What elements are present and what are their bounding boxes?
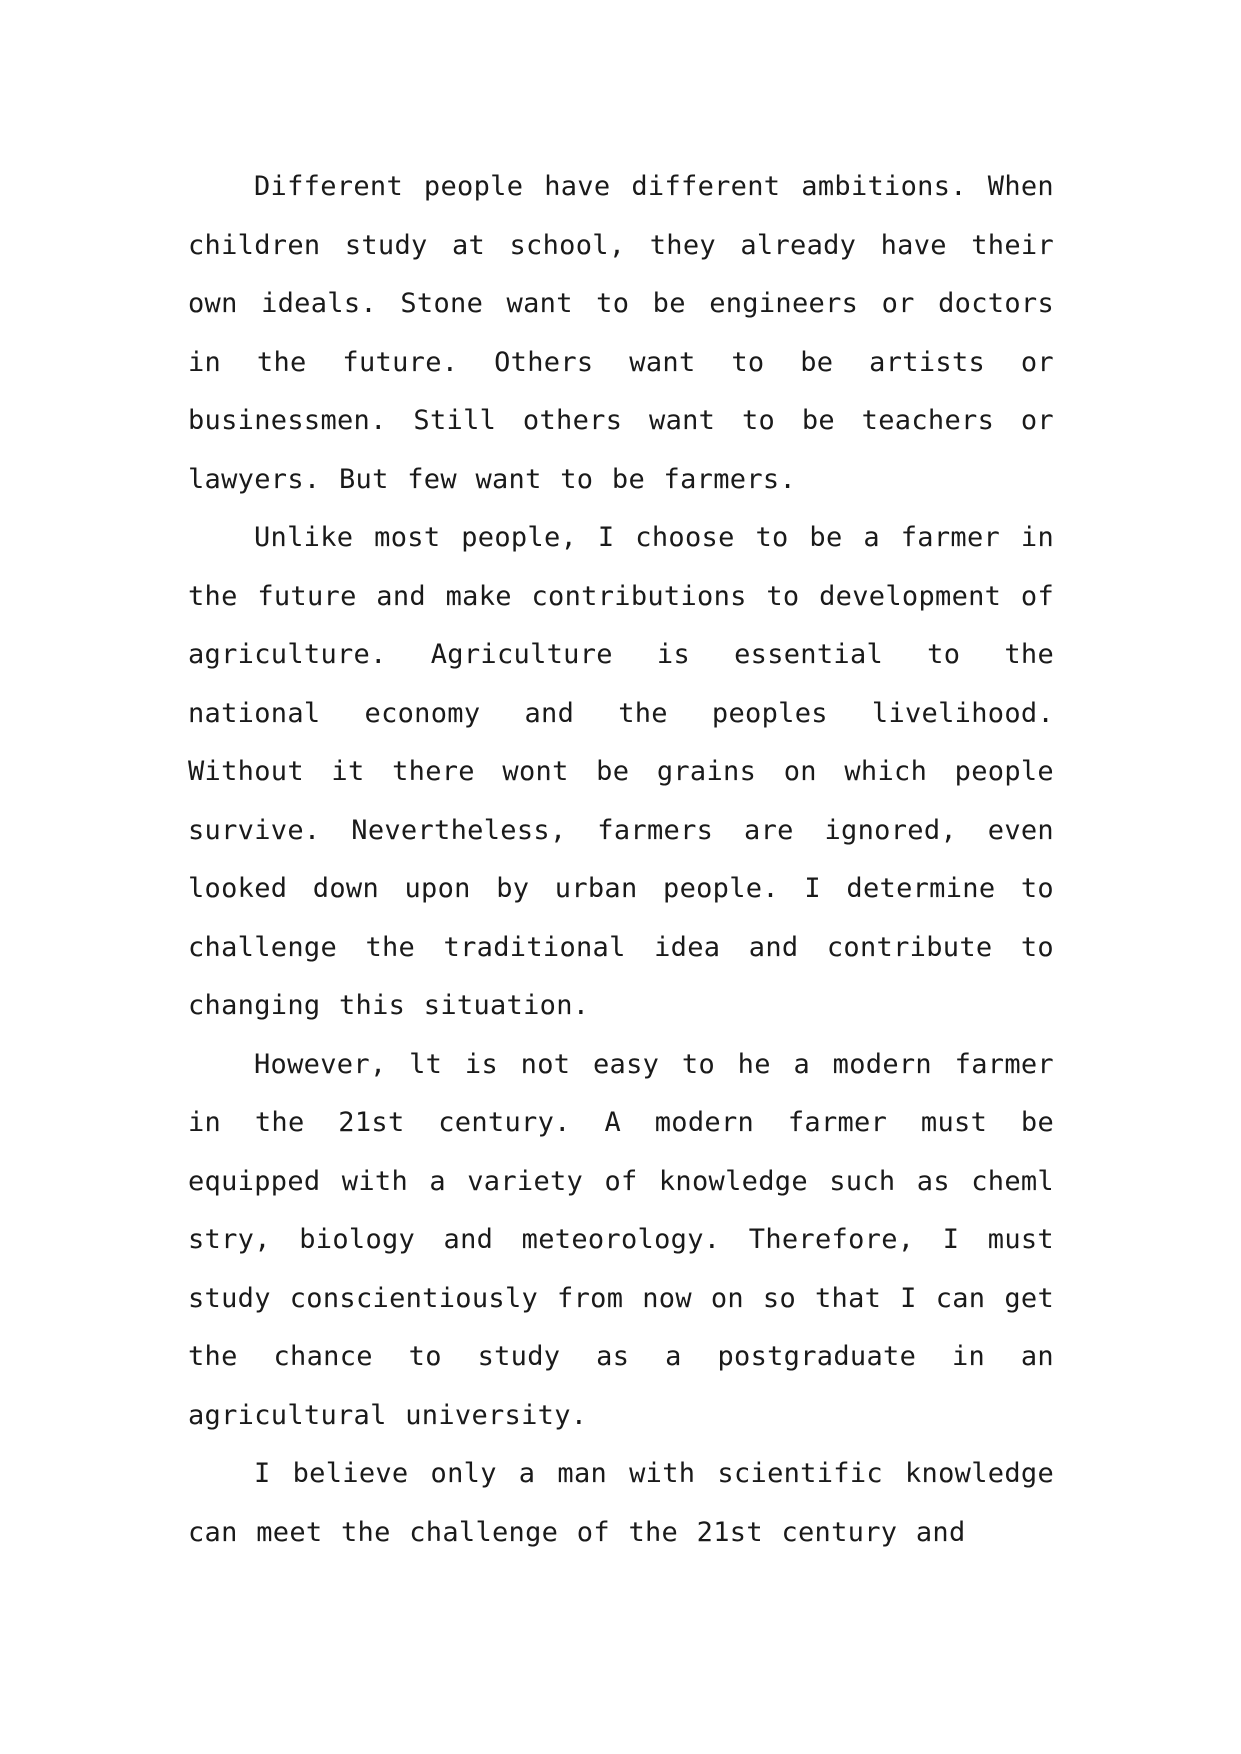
paragraph-2: Unlike most people, I choose to be a farmer in the future and make contributions to development of agriculture. Agriculture is essential to the national economy and the peoples livelihood. Without it there wont be grains on which people survive. Nevertheless, farmers are ignored, even looked down upon by urban people. I determine to challenge the traditional idea and contribute to changing this situation. [188, 522, 1054, 1021]
paragraph-4: I believe only a man with scientific knowledge can meet the challenge of the 21st century and [188, 1458, 1054, 1548]
paragraph-3: However, lt is not easy to he a modern farmer in the 21st century. A modern farmer must be equipped with a variety of knowledge such as cheml stry, biology and meteorology. Therefore, I must study conscientiously from now on so that I can get the chance to study as a postgraduate in an agricultural university. [188, 1048, 1054, 1431]
paragraph-1: Different people have different ambitions. When children study at school, they already have their own ideals. Stone want to be engineers or doctors in the future. Others want to be artists or businessmen. Still others want to be teachers or lawyers. But few want to be farmers. [188, 171, 1054, 495]
essay-body [188, 158, 1054, 1562]
